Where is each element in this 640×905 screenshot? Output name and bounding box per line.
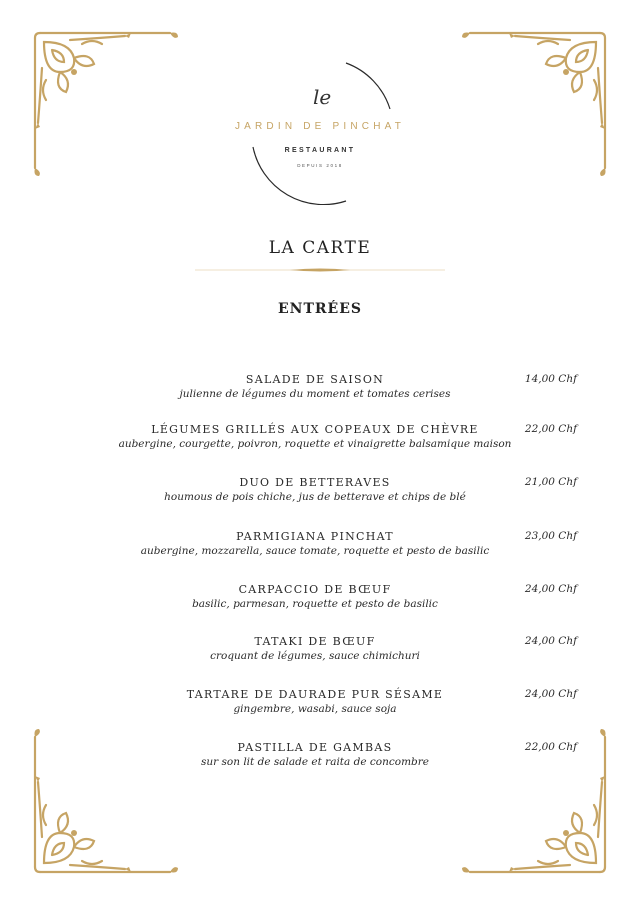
- menu-item-price: 14,00 Chf: [524, 373, 577, 385]
- menu-item: [0, 635, 640, 671]
- menu-item-description: julienne de légumes du moment et tomates cerises: [179, 388, 451, 400]
- menu-item-price: 22,00 Chf: [524, 741, 577, 753]
- menu-item: [0, 476, 640, 512]
- section-heading: ENTRÉES: [278, 301, 362, 317]
- menu-item: [0, 373, 640, 409]
- logo-subtitle: RESTAURANT: [284, 147, 356, 154]
- menu-item-name: PASTILLA DE GAMBAS: [237, 741, 393, 754]
- menu-title: LA CARTE: [268, 238, 372, 258]
- menu-item: [0, 583, 640, 619]
- menu-item-description: houmous de pois chiche, jus de betterave et chips de blé: [164, 491, 466, 503]
- menu-item-name: CARPACCIO DE BŒUF: [238, 583, 392, 596]
- menu-item-price: 24,00 Chf: [524, 688, 577, 700]
- menu-item-price: 21,00 Chf: [524, 476, 577, 488]
- menu-item-price: 23,00 Chf: [524, 530, 577, 542]
- menu-item-description: croquant de légumes, sauce chimichuri: [210, 650, 420, 662]
- flourish-icon: [30, 28, 180, 178]
- logo-restaurant-name: JARDIN DE PINCHAT: [234, 121, 406, 132]
- menu-item-description: gingembre, wasabi, sauce soja: [233, 703, 397, 715]
- menu-item-name: DUO DE BETTERAVES: [239, 476, 391, 489]
- menu-item-name: TARTARE DE DAURADE PUR SÉSAME: [186, 688, 444, 701]
- menu-item: [0, 688, 640, 724]
- menu-item: [0, 741, 640, 777]
- menu-item: [0, 423, 640, 459]
- corner-ornament-top-left: [30, 28, 180, 178]
- restaurant-logo: [210, 55, 430, 205]
- logo-monogram: le: [313, 85, 332, 109]
- menu-item-price: 24,00 Chf: [524, 583, 577, 595]
- menu-item-price: 24,00 Chf: [524, 635, 577, 647]
- menu-item-description: basilic, parmesan, roquette et pesto de basilic: [192, 598, 438, 610]
- menu-item-description: sur son lit de salade et raita de concombre: [201, 756, 429, 768]
- flourish-icon: [460, 28, 610, 178]
- menu-item-name: TATAKI DE BŒUF: [254, 635, 376, 648]
- menu-item-name: LÉGUMES GRILLÉS AUX COPEAUX DE CHÈVRE: [151, 423, 479, 436]
- menu-item-description: aubergine, courgette, poivron, roquette et vinaigrette balsamique maison: [118, 438, 512, 450]
- menu-item: [0, 530, 640, 566]
- title-divider: [195, 266, 445, 274]
- logo-since: DEPUIS 2018: [297, 163, 343, 168]
- menu-item-name: PARMIGIANA PINCHAT: [236, 530, 394, 543]
- menu-item-description: aubergine, mozzarella, sauce tomate, roquette et pesto de basilic: [140, 545, 490, 557]
- menu-item-price: 22,00 Chf: [524, 423, 577, 435]
- menu-item-name: SALADE DE SAISON: [245, 373, 385, 386]
- corner-ornament-top-right: [460, 28, 610, 178]
